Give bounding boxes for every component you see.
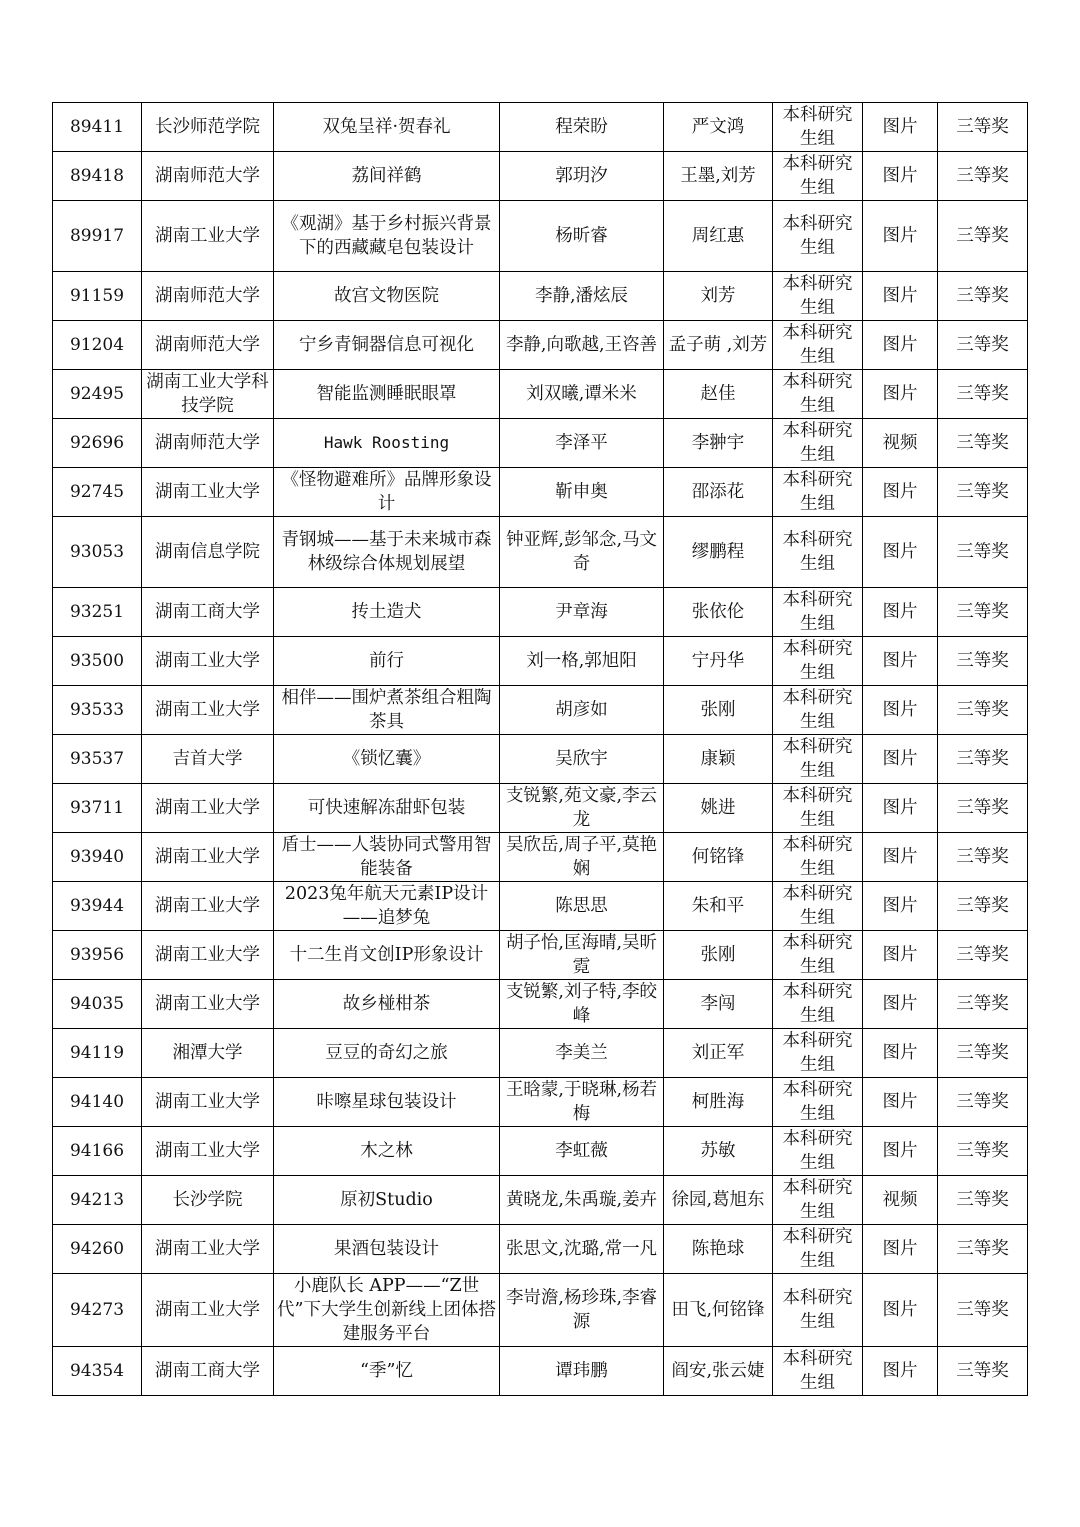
work-title-cell: 原初Studio — [274, 1176, 500, 1225]
work-title-cell: 抟土造犬 — [274, 588, 500, 637]
school-name-cell: 湖南工业大学 — [142, 686, 274, 735]
entry-id-cell: 93711 — [53, 784, 142, 833]
entry-id-cell: 94140 — [53, 1078, 142, 1127]
authors-cell: 李岢澹,杨珍珠,李睿源 — [500, 1274, 664, 1347]
advisor-cell: 周红惠 — [664, 201, 773, 272]
table-row — [53, 201, 1028, 272]
award-level-cell: 三等奖 — [938, 1078, 1028, 1127]
advisor-cell: 刘芳 — [664, 272, 773, 321]
entry-id-cell: 94119 — [53, 1029, 142, 1078]
work-title-cell: Hawk Roosting — [274, 419, 500, 468]
authors-cell: 钟亚辉,彭邹念,马文奇 — [500, 517, 664, 588]
work-title-cell: 青钢城——基于未来城市森林级综合体规划展望 — [274, 517, 500, 588]
table-row — [53, 637, 1028, 686]
advisor-cell: 张刚 — [664, 931, 773, 980]
entry-id-cell: 92495 — [53, 370, 142, 419]
award-level-cell: 三等奖 — [938, 686, 1028, 735]
group-category-cell: 本科研究生组 — [773, 1078, 863, 1127]
work-type-cell: 图片 — [863, 588, 938, 637]
entry-id-cell: 94166 — [53, 1127, 142, 1176]
award-level-cell: 三等奖 — [938, 931, 1028, 980]
table-row — [53, 1225, 1028, 1274]
advisor-cell: 王墨,刘芳 — [664, 152, 773, 201]
work-title-cell: 故宫文物医院 — [274, 272, 500, 321]
entry-id-cell: 93053 — [53, 517, 142, 588]
work-title-cell: 故乡椪柑茶 — [274, 980, 500, 1029]
authors-cell: 李静,向歌越,王咨善 — [500, 321, 664, 370]
award-level-cell: 三等奖 — [938, 201, 1028, 272]
group-category-cell: 本科研究生组 — [773, 1127, 863, 1176]
authors-cell: 刘双曦,谭米米 — [500, 370, 664, 419]
group-category-cell: 本科研究生组 — [773, 1274, 863, 1347]
table-row — [53, 1029, 1028, 1078]
entry-id-cell: 91204 — [53, 321, 142, 370]
work-type-cell: 视频 — [863, 1176, 938, 1225]
group-category-cell: 本科研究生组 — [773, 784, 863, 833]
award-level-cell: 三等奖 — [938, 1029, 1028, 1078]
work-title-cell: 咔嚓星球包装设计 — [274, 1078, 500, 1127]
work-type-cell: 图片 — [863, 637, 938, 686]
authors-cell: 黄晓龙,朱禹璇,姜卉 — [500, 1176, 664, 1225]
table-row — [53, 1078, 1028, 1127]
school-name-cell: 湖南师范大学 — [142, 152, 274, 201]
work-type-cell: 图片 — [863, 735, 938, 784]
school-name-cell: 湖南工业大学 — [142, 1225, 274, 1274]
award-level-cell: 三等奖 — [938, 1274, 1028, 1347]
award-level-cell: 三等奖 — [938, 103, 1028, 152]
school-name-cell: 湖南工业大学 — [142, 201, 274, 272]
work-title-cell: 果酒包装设计 — [274, 1225, 500, 1274]
entry-id-cell: 89917 — [53, 201, 142, 272]
group-category-cell: 本科研究生组 — [773, 152, 863, 201]
table-row — [53, 784, 1028, 833]
advisor-cell: 阎安,张云婕 — [664, 1347, 773, 1396]
entry-id-cell: 94035 — [53, 980, 142, 1029]
award-level-cell: 三等奖 — [938, 1176, 1028, 1225]
advisor-cell: 何铭锋 — [664, 833, 773, 882]
authors-cell: 杨昕睿 — [500, 201, 664, 272]
group-category-cell: 本科研究生组 — [773, 201, 863, 272]
work-title-cell: 《锁忆囊》 — [274, 735, 500, 784]
table-body — [53, 103, 1028, 1396]
work-title-cell: 荔间祥鹤 — [274, 152, 500, 201]
group-category-cell: 本科研究生组 — [773, 1176, 863, 1225]
work-type-cell: 图片 — [863, 1127, 938, 1176]
school-name-cell: 湖南师范大学 — [142, 419, 274, 468]
work-title-cell: 盾士——人装协同式警用智能装备 — [274, 833, 500, 882]
school-name-cell: 湖南工业大学 — [142, 1078, 274, 1127]
school-name-cell: 吉首大学 — [142, 735, 274, 784]
group-category-cell: 本科研究生组 — [773, 931, 863, 980]
school-name-cell: 湖南工业大学 — [142, 931, 274, 980]
award-level-cell: 三等奖 — [938, 152, 1028, 201]
table-row — [53, 588, 1028, 637]
award-level-cell: 三等奖 — [938, 833, 1028, 882]
work-title-cell: 豆豆的奇幻之旅 — [274, 1029, 500, 1078]
work-type-cell: 图片 — [863, 1029, 938, 1078]
table-row — [53, 833, 1028, 882]
work-type-cell: 图片 — [863, 931, 938, 980]
advisor-cell: 张刚 — [664, 686, 773, 735]
award-level-cell: 三等奖 — [938, 784, 1028, 833]
work-type-cell: 图片 — [863, 1078, 938, 1127]
entry-id-cell: 94213 — [53, 1176, 142, 1225]
table-row — [53, 468, 1028, 517]
advisor-cell: 康颖 — [664, 735, 773, 784]
work-type-cell: 图片 — [863, 517, 938, 588]
authors-cell: 郭玥汐 — [500, 152, 664, 201]
authors-cell: 支锐繁,刘子特,李皎峰 — [500, 980, 664, 1029]
award-level-cell: 三等奖 — [938, 419, 1028, 468]
group-category-cell: 本科研究生组 — [773, 1029, 863, 1078]
advisor-cell: 孟子萌 ,刘芳 — [664, 321, 773, 370]
award-level-cell: 三等奖 — [938, 882, 1028, 931]
work-type-cell: 图片 — [863, 833, 938, 882]
advisor-cell: 徐园,葛旭东 — [664, 1176, 773, 1225]
group-category-cell: 本科研究生组 — [773, 370, 863, 419]
authors-cell: 靳申奥 — [500, 468, 664, 517]
authors-cell: 谭玮鹏 — [500, 1347, 664, 1396]
work-type-cell: 图片 — [863, 201, 938, 272]
work-type-cell: 图片 — [863, 882, 938, 931]
award-level-cell: 三等奖 — [938, 1347, 1028, 1396]
school-name-cell: 湖南工业大学 — [142, 882, 274, 931]
award-level-cell: 三等奖 — [938, 321, 1028, 370]
work-title-cell: 可快速解冻甜虾包装 — [274, 784, 500, 833]
entry-id-cell: 94260 — [53, 1225, 142, 1274]
group-category-cell: 本科研究生组 — [773, 321, 863, 370]
table-row — [53, 272, 1028, 321]
advisor-cell: 宁丹华 — [664, 637, 773, 686]
school-name-cell: 湖南工业大学科技学院 — [142, 370, 274, 419]
school-name-cell: 湖南工业大学 — [142, 637, 274, 686]
table-row — [53, 1347, 1028, 1396]
school-name-cell: 湖南工业大学 — [142, 784, 274, 833]
table-row — [53, 1176, 1028, 1225]
advisor-cell: 李闯 — [664, 980, 773, 1029]
work-title-cell: “季”忆 — [274, 1347, 500, 1396]
entry-id-cell: 92745 — [53, 468, 142, 517]
work-type-cell: 图片 — [863, 321, 938, 370]
group-category-cell: 本科研究生组 — [773, 588, 863, 637]
advisor-cell: 李翀宇 — [664, 419, 773, 468]
work-title-cell: 前行 — [274, 637, 500, 686]
authors-cell: 李美兰 — [500, 1029, 664, 1078]
authors-cell: 刘一格,郭旭阳 — [500, 637, 664, 686]
work-type-cell: 图片 — [863, 103, 938, 152]
table-row — [53, 419, 1028, 468]
school-name-cell: 湖南工业大学 — [142, 980, 274, 1029]
work-type-cell: 图片 — [863, 686, 938, 735]
school-name-cell: 湖南信息学院 — [142, 517, 274, 588]
entry-id-cell: 93956 — [53, 931, 142, 980]
entry-id-cell: 93944 — [53, 882, 142, 931]
authors-cell: 支锐繁,苑文豪,李云龙 — [500, 784, 664, 833]
authors-cell: 胡子怡,匡海晴,吴昕霓 — [500, 931, 664, 980]
entry-id-cell: 93533 — [53, 686, 142, 735]
work-title-cell: 双兔呈祥·贺春礼 — [274, 103, 500, 152]
advisor-cell: 缪鹏程 — [664, 517, 773, 588]
group-category-cell: 本科研究生组 — [773, 833, 863, 882]
advisor-cell: 张依伦 — [664, 588, 773, 637]
school-name-cell: 湘潭大学 — [142, 1029, 274, 1078]
work-title-cell: 《怪物避难所》品牌形象设计 — [274, 468, 500, 517]
work-type-cell: 图片 — [863, 370, 938, 419]
entry-id-cell: 92696 — [53, 419, 142, 468]
entry-id-cell: 91159 — [53, 272, 142, 321]
advisor-cell: 赵佳 — [664, 370, 773, 419]
table-row — [53, 980, 1028, 1029]
work-title-cell: 2023兔年航天元素IP设计——追梦兔 — [274, 882, 500, 931]
table-row — [53, 321, 1028, 370]
work-title-cell: 相伴——围炉煮茶组合粗陶茶具 — [274, 686, 500, 735]
entry-id-cell: 93940 — [53, 833, 142, 882]
school-name-cell: 湖南工业大学 — [142, 1274, 274, 1347]
work-title-cell: 宁乡青铜器信息可视化 — [274, 321, 500, 370]
authors-cell: 李虹薇 — [500, 1127, 664, 1176]
work-type-cell: 图片 — [863, 468, 938, 517]
entry-id-cell: 93251 — [53, 588, 142, 637]
award-level-cell: 三等奖 — [938, 1225, 1028, 1274]
award-level-cell: 三等奖 — [938, 1127, 1028, 1176]
table-row — [53, 931, 1028, 980]
group-category-cell: 本科研究生组 — [773, 735, 863, 784]
advisor-cell: 朱和平 — [664, 882, 773, 931]
work-type-cell: 图片 — [863, 980, 938, 1029]
authors-cell: 吴欣岳,周子平,莫艳娴 — [500, 833, 664, 882]
award-level-cell: 三等奖 — [938, 272, 1028, 321]
award-level-cell: 三等奖 — [938, 588, 1028, 637]
school-name-cell: 湖南工业大学 — [142, 833, 274, 882]
school-name-cell: 湖南工业大学 — [142, 1127, 274, 1176]
school-name-cell: 湖南师范大学 — [142, 321, 274, 370]
table-row — [53, 882, 1028, 931]
authors-cell: 李静,潘炫辰 — [500, 272, 664, 321]
table-row — [53, 686, 1028, 735]
table-row — [53, 103, 1028, 152]
school-name-cell: 长沙师范学院 — [142, 103, 274, 152]
work-type-cell: 视频 — [863, 419, 938, 468]
work-title-cell: 小鹿队长 APP——“Z世代”下大学生创新线上团体搭建服务平台 — [274, 1274, 500, 1347]
table-row — [53, 370, 1028, 419]
work-type-cell: 图片 — [863, 784, 938, 833]
work-type-cell: 图片 — [863, 152, 938, 201]
table-row — [53, 735, 1028, 784]
group-category-cell: 本科研究生组 — [773, 272, 863, 321]
entry-id-cell: 94354 — [53, 1347, 142, 1396]
work-type-cell: 图片 — [863, 1274, 938, 1347]
advisor-cell: 姚进 — [664, 784, 773, 833]
advisor-cell: 苏敏 — [664, 1127, 773, 1176]
authors-cell: 张思文,沈璐,常一凡 — [500, 1225, 664, 1274]
table-row — [53, 517, 1028, 588]
award-level-cell: 三等奖 — [938, 637, 1028, 686]
authors-cell: 李泽平 — [500, 419, 664, 468]
advisor-cell: 严文鸿 — [664, 103, 773, 152]
entry-id-cell: 94273 — [53, 1274, 142, 1347]
work-type-cell: 图片 — [863, 1347, 938, 1396]
award-level-cell: 三等奖 — [938, 468, 1028, 517]
advisor-cell: 陈艳球 — [664, 1225, 773, 1274]
advisor-cell: 柯胜海 — [664, 1078, 773, 1127]
group-category-cell: 本科研究生组 — [773, 637, 863, 686]
work-title-cell: 十二生肖文创IP形象设计 — [274, 931, 500, 980]
work-title-cell: 《观湖》基于乡村振兴背景下的西藏藏皂包装设计 — [274, 201, 500, 272]
group-category-cell: 本科研究生组 — [773, 468, 863, 517]
work-title-cell: 智能监测睡眠眼罩 — [274, 370, 500, 419]
authors-cell: 王晗蒙,于晓琳,杨若梅 — [500, 1078, 664, 1127]
advisor-cell: 邵添花 — [664, 468, 773, 517]
school-name-cell: 长沙学院 — [142, 1176, 274, 1225]
authors-cell: 陈思思 — [500, 882, 664, 931]
work-type-cell: 图片 — [863, 1225, 938, 1274]
entry-id-cell: 89411 — [53, 103, 142, 152]
school-name-cell: 湖南师范大学 — [142, 272, 274, 321]
entry-id-cell: 93537 — [53, 735, 142, 784]
group-category-cell: 本科研究生组 — [773, 980, 863, 1029]
group-category-cell: 本科研究生组 — [773, 517, 863, 588]
group-category-cell: 本科研究生组 — [773, 1347, 863, 1396]
entry-id-cell: 93500 — [53, 637, 142, 686]
award-level-cell: 三等奖 — [938, 735, 1028, 784]
award-level-cell: 三等奖 — [938, 517, 1028, 588]
authors-cell: 尹章海 — [500, 588, 664, 637]
table-row — [53, 1274, 1028, 1347]
authors-cell: 吴欣宇 — [500, 735, 664, 784]
award-table — [52, 102, 1028, 1396]
authors-cell: 胡彦如 — [500, 686, 664, 735]
award-level-cell: 三等奖 — [938, 370, 1028, 419]
advisor-cell: 刘正军 — [664, 1029, 773, 1078]
entry-id-cell: 89418 — [53, 152, 142, 201]
table-row — [53, 1127, 1028, 1176]
group-category-cell: 本科研究生组 — [773, 1225, 863, 1274]
authors-cell: 程荣盼 — [500, 103, 664, 152]
group-category-cell: 本科研究生组 — [773, 103, 863, 152]
table-row — [53, 152, 1028, 201]
group-category-cell: 本科研究生组 — [773, 419, 863, 468]
group-category-cell: 本科研究生组 — [773, 686, 863, 735]
award-level-cell: 三等奖 — [938, 980, 1028, 1029]
group-category-cell: 本科研究生组 — [773, 882, 863, 931]
work-title-cell: 木之林 — [274, 1127, 500, 1176]
school-name-cell: 湖南工业大学 — [142, 468, 274, 517]
school-name-cell: 湖南工商大学 — [142, 1347, 274, 1396]
advisor-cell: 田飞,何铭锋 — [664, 1274, 773, 1347]
school-name-cell: 湖南工商大学 — [142, 588, 274, 637]
work-type-cell: 图片 — [863, 272, 938, 321]
